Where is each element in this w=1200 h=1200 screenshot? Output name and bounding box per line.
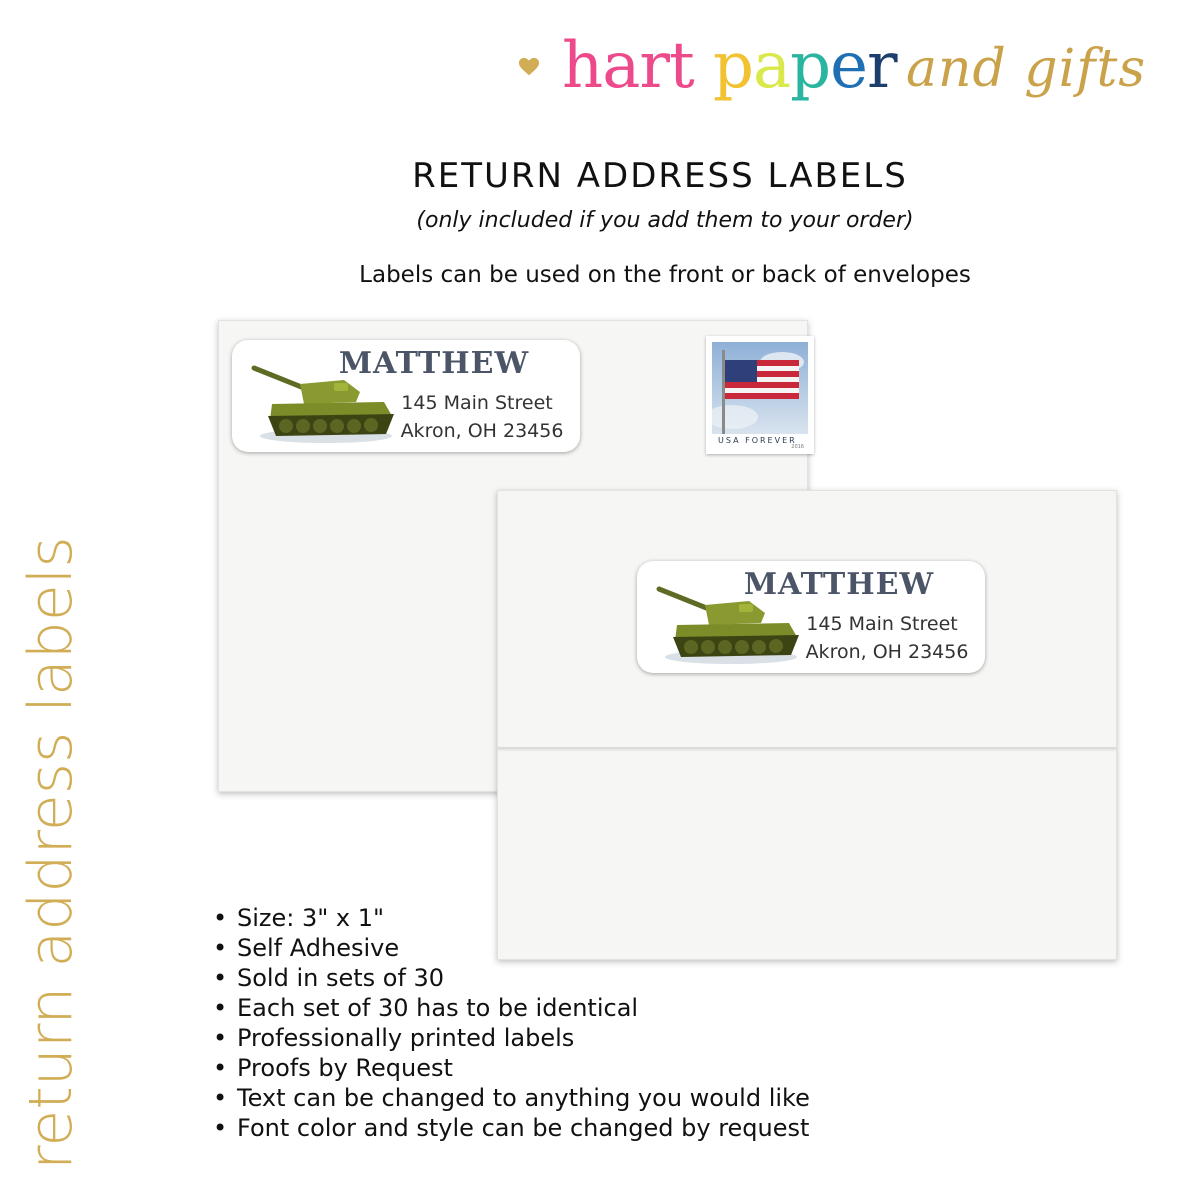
bullet-marker: • [213, 1024, 228, 1052]
bullet-marker: • [213, 1084, 228, 1112]
envelope-flap-edge [498, 747, 1116, 749]
feature-list [213, 903, 810, 1143]
list-item [213, 993, 810, 1023]
list-item [213, 1053, 810, 1083]
brand-letter: a [602, 29, 640, 103]
brand-letter: p [713, 29, 753, 103]
brand-letter: e [830, 29, 867, 103]
list-item [213, 1113, 810, 1143]
list-item-text: Font color and style can be changed by request [237, 1114, 810, 1142]
side-title: return address labels [16, 536, 86, 1170]
label-name: MATTHEW [743, 567, 935, 602]
list-item [213, 1023, 810, 1053]
bullet-marker: • [213, 964, 228, 992]
stamp-year: 2016 [791, 444, 804, 450]
heart-icon [518, 56, 540, 78]
label-street: 145 Main Street [401, 392, 553, 414]
list-item [213, 963, 810, 993]
brand-letter [694, 30, 713, 102]
label-city: Akron, OH 23456 [400, 420, 564, 442]
bullet-marker: • [213, 1114, 228, 1142]
bullet-marker: • [213, 994, 228, 1022]
brand-letter: h [562, 29, 603, 103]
list-item-text: Text can be changed to anything you would like [237, 1084, 810, 1112]
list-item-text: Each set of 30 has to be identical [237, 994, 639, 1022]
address-label-back [232, 340, 580, 452]
label-name: MATTHEW [338, 346, 530, 381]
label-city: Akron, OH 23456 [805, 641, 969, 663]
list-item-text: Self Adhesive [237, 934, 400, 962]
bullet-marker: • [213, 904, 228, 932]
list-item-text: Proofs by Request [237, 1054, 453, 1082]
list-item [213, 1083, 810, 1113]
brand-logo [518, 30, 1198, 110]
bullet-marker: • [213, 1054, 228, 1082]
brand-letter: r [867, 29, 897, 103]
list-item [213, 903, 810, 933]
stamp-text: USA FOREVER [718, 436, 797, 445]
brand-letter: p [790, 29, 831, 103]
list-item-text: Professionally printed labels [237, 1024, 575, 1052]
list-item [213, 933, 810, 963]
brand-letter: t [668, 29, 694, 103]
postage-stamp [706, 336, 814, 454]
list-item-text: Sold in sets of 30 [237, 964, 445, 992]
usage-note: Labels can be used on the front or back of envelopes [359, 262, 971, 288]
list-item-text: Size: 3" x 1" [237, 904, 385, 932]
address-label-front [637, 561, 985, 673]
brand-letter: a [753, 29, 791, 103]
brand-name [562, 30, 897, 102]
label-street: 145 Main Street [806, 613, 958, 635]
flag-icon [712, 342, 808, 434]
bullet-marker: • [213, 934, 228, 962]
brand-letter: r [639, 29, 669, 103]
page-subtitle: (only included if you add them to your order) [416, 208, 914, 233]
brand-script: and gifts [906, 39, 1147, 99]
page-title: RETURN ADDRESS LABELS [412, 156, 908, 196]
